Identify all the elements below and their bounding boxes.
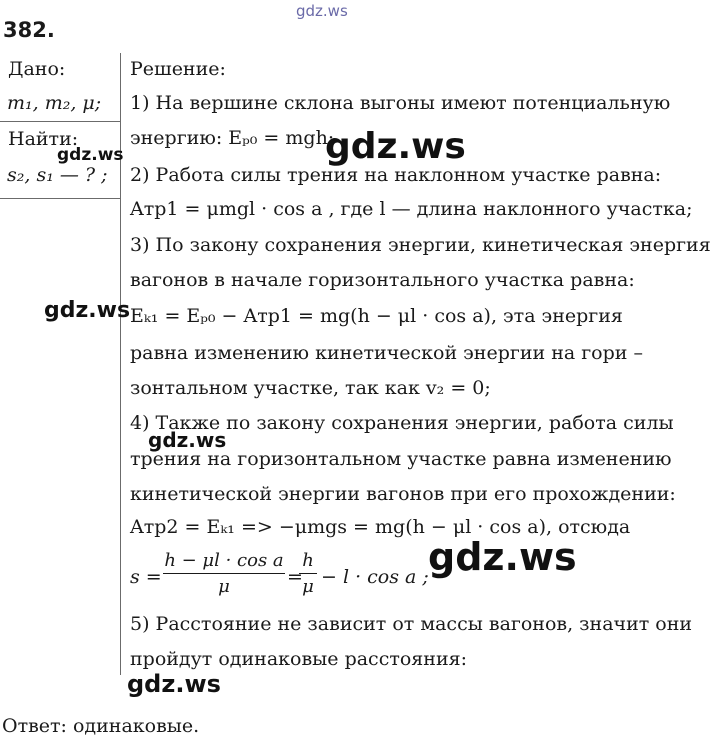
solution-line: Aтр1 = μmgl · cos a , где l — длина наклонного участка; <box>130 198 693 220</box>
formula-denominator-2: μ <box>302 576 314 597</box>
solution-line: пройдут одинаковые расстояния: <box>130 648 467 670</box>
solution-line: трения на горизонтальном участке равна изменению <box>130 448 672 470</box>
formula-fraction-1 <box>163 550 285 597</box>
watermark-top: gdz.ws <box>296 2 348 20</box>
formula-lhs: s = <box>130 566 162 588</box>
formula-tail: − l · cos a ; <box>321 566 429 588</box>
solution-line: 1) На вершине склона выгоны имеют потенциальную <box>130 92 671 114</box>
solution-header: Решение: <box>130 58 226 80</box>
watermark: gdz.ws <box>148 428 227 452</box>
given-divider <box>0 121 121 122</box>
fraction-bar <box>299 573 317 574</box>
solution-line: равна изменению кинетической энергии на гори – <box>130 342 643 364</box>
given-header: Дано: <box>8 58 66 80</box>
answer-line: Ответ: одинаковые. <box>2 715 200 737</box>
solution-line: зонтальном участке, так как v₂ = 0; <box>130 377 491 399</box>
solution-line: Aтр2 = Eₖ₁ => −μmgs = mg(h − μl · cos a), отсюда <box>130 516 631 538</box>
fraction-bar <box>163 573 285 574</box>
solution-line: Eₖ₁ = Eₚ₀ − Aтр1 = mg(h − μl · cos a), эта энергия <box>130 305 623 327</box>
formula-numerator-2: h <box>302 550 314 571</box>
solution-line: энергию: Eₚ₀ = mgh; <box>130 127 335 149</box>
find-header: Найти: <box>8 128 79 150</box>
watermark: gdz.ws <box>44 298 131 323</box>
formula-numerator-1: h − μl · cos a <box>164 550 284 571</box>
solution-line: 5) Расстояние не зависит от массы вагонов, значит они <box>130 613 693 635</box>
formula-denominator-1: μ <box>218 576 230 597</box>
formula-fraction-2 <box>299 550 317 597</box>
solution-line: 2) Работа силы трения на наклонном участке равна: <box>130 164 662 186</box>
formula-equals: = <box>287 566 303 588</box>
find-values: s₂, s₁ — ? ; <box>7 164 108 186</box>
given-values: m₁, m₂, μ; <box>7 92 102 114</box>
watermark: gdz.ws <box>57 145 124 165</box>
solution-line: 3) По закону сохранения энергии, кинетическая энергия <box>130 234 711 256</box>
find-divider <box>0 198 121 199</box>
watermark: gdz.ws <box>325 126 466 167</box>
solution-line: вагонов в начале горизонтального участка равна: <box>130 269 635 291</box>
watermark: gdz.ws <box>428 535 577 579</box>
problem-number: 382. <box>3 18 55 42</box>
solution-line: кинетической энергии вагонов при его прохождении: <box>130 483 676 505</box>
watermark: gdz.ws <box>127 670 221 698</box>
solution-line: 4) Также по закону сохранения энергии, работа силы <box>130 412 674 434</box>
